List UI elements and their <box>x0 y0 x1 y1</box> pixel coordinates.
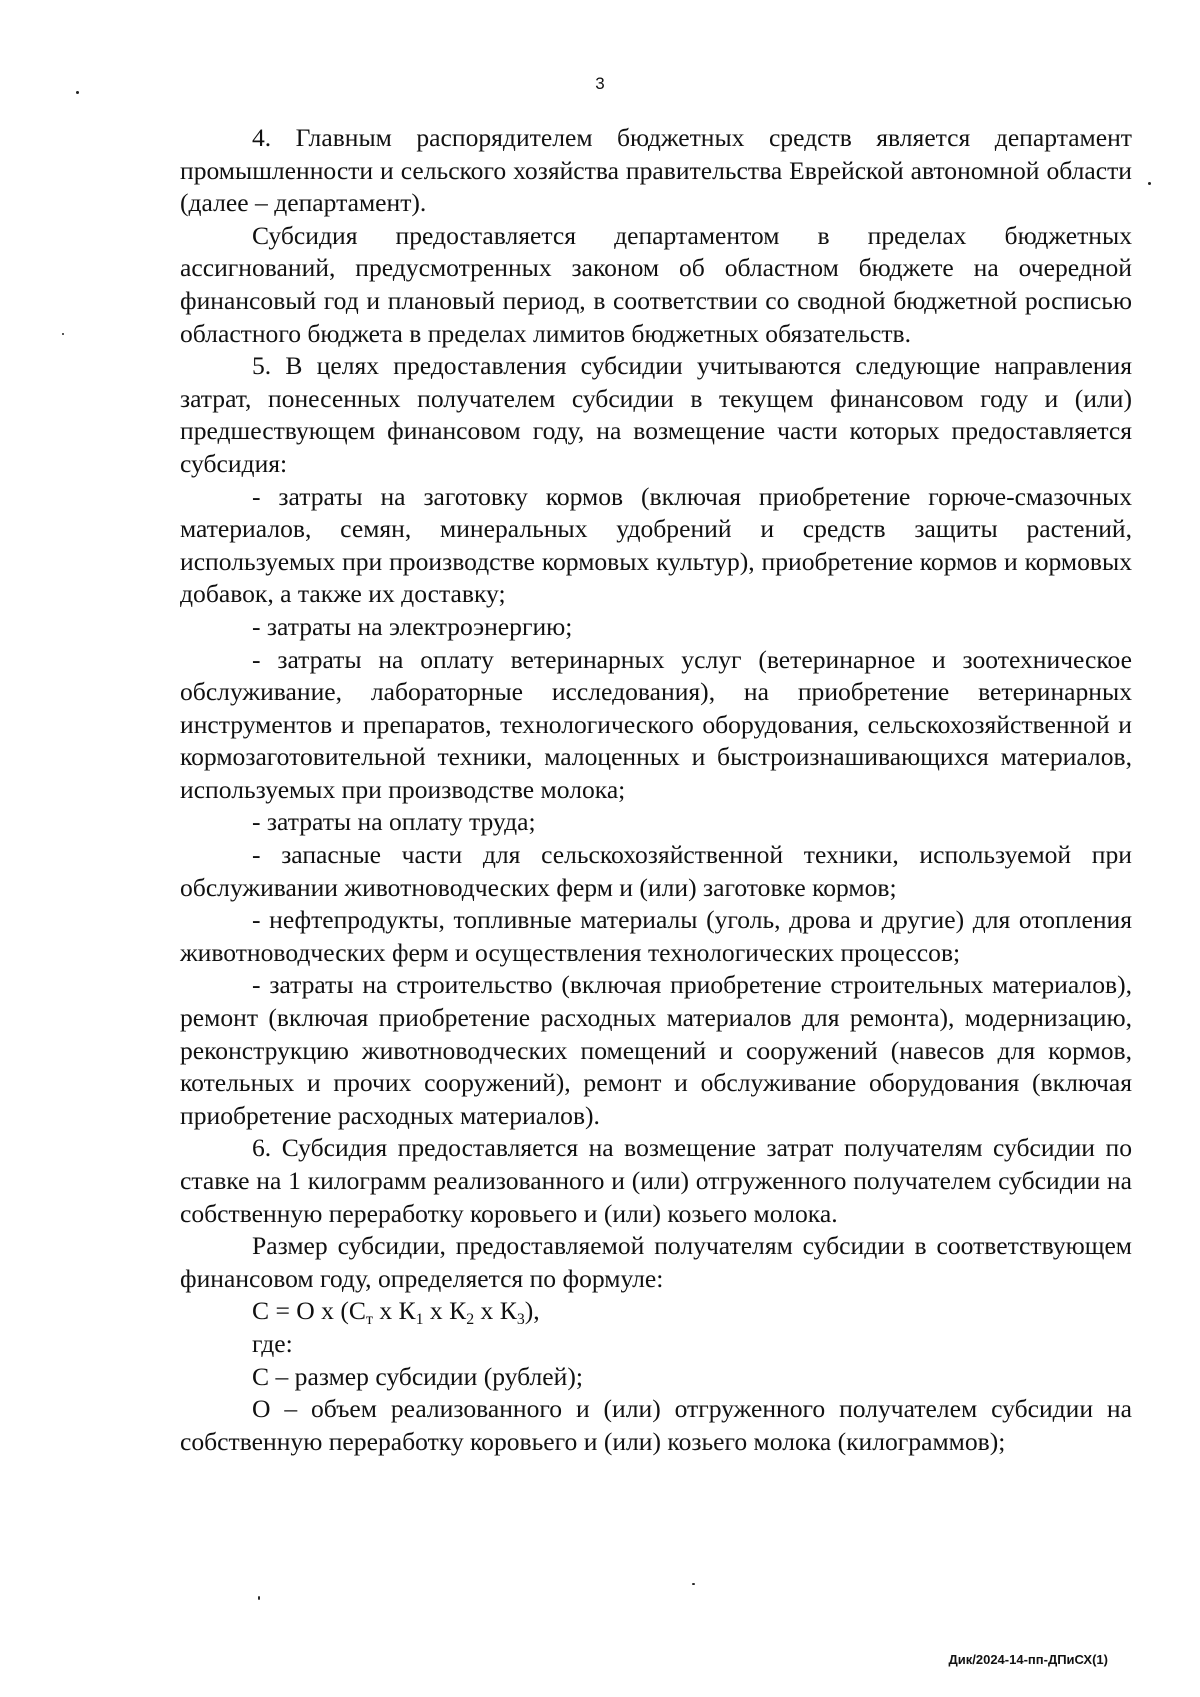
scan-speck <box>76 91 79 94</box>
subsidy-formula <box>180 1295 1132 1328</box>
scan-speck <box>62 333 64 335</box>
document-body <box>180 122 1132 1458</box>
list-item-construction: - затраты на строительство (включая приобретение строительных материалов), ремонт (включая приобретение расходных материалов для ремонта), модернизацию, реконструкцию животноводческих помещений и сооружений (навесов для кормов, котельных и прочих сооружений), ремонт и обслуживание оборудования (включая приобретение расходных материалов). <box>180 970 1132 1130</box>
formula-subscript: т <box>365 1311 373 1329</box>
list-item-feed-costs: - затраты на заготовку кормов (включая приобретение горюче-смазочных материалов, семян, минеральных удобрений и средств защиты растений, используемых при производстве кормовых культур), приобретение кормов и кормовых добавок, а также их доставку; <box>180 481 1132 609</box>
formula-part: х К <box>423 1296 467 1326</box>
list-item-veterinary: - затраты на оплату ветеринарных услуг (ветеринарное и зоотехническое обслуживание, лабораторные исследования), на приобретение ветеринарных инструментов и препаратов, технологического оборудования, сельскохозяйственной и кормозаготовительной техники, малоценных и быстроизнашивающихся материалов, используемых при производстве молока; <box>180 644 1132 804</box>
paragraph-4: 4. Главным распорядителем бюджетных средств является департамент промышленности и сельского хозяйства правительства Еврейской автономной области (далее – департамент). <box>180 123 1132 218</box>
paragraph-6: 6. Субсидия предоставляется на возмещение затрат получателям субсидии по ставке на 1 килограмм реализованного и (или) отгруженного получателем субсидии на собственную переработку коровьего и (или) козьего молока. <box>180 1133 1132 1228</box>
scan-speck <box>258 1596 260 1600</box>
list-item-spare-parts: - запасные части для сельскохозяйственной техники, используемой при обслуживании животноводческих ферм и (или) заготовке кормов; <box>180 840 1132 902</box>
formula-part: С = О х (С <box>252 1296 366 1326</box>
paragraph-5: 5. В целях предоставления субсидии учитываются следующие направления затрат, понесенных получателем субсидии в текущем финансовом году и (или) предшествующем финансовом году, на возмещение части которых предоставляется субсидия: <box>180 351 1132 478</box>
list-item-electricity: - затраты на электроэнергию; <box>252 611 573 641</box>
definition-c: С – размер субсидии (рублей); <box>252 1361 583 1391</box>
document-code: Дик/2024-14-пп-ДПиСХ(1) <box>948 1652 1108 1667</box>
formula-subscript: 2 <box>466 1311 475 1329</box>
formula-subscript: 3 <box>516 1311 525 1329</box>
paragraph-subsidy-size: Размер субсидии, предоставляемой получателям субсидии в соответствующем финансовом году, определяется по формуле: <box>180 1231 1132 1293</box>
formula-part: ), <box>524 1296 540 1326</box>
formula-part: х К <box>372 1296 416 1326</box>
page-number: 3 <box>595 74 605 93</box>
formula-part: х К <box>474 1296 517 1326</box>
formula-subscript: 1 <box>415 1311 424 1329</box>
list-item-fuel: - нефтепродукты, топливные материалы (уголь, дрова и другие) для отопления животноводческих ферм и осуществления технологических процессов; <box>180 905 1132 967</box>
list-item-labor: - затраты на оплату труда; <box>252 807 536 837</box>
scan-speck <box>1148 182 1151 185</box>
definition-where: где: <box>252 1328 293 1358</box>
definition-o: О – объем реализованного и (или) отгруженного получателем субсидии на собственную переработку коровьего и (или) козьего молока (килограммов); <box>180 1394 1132 1456</box>
scan-speck <box>692 1583 695 1585</box>
paragraph-subsidy-limits: Субсидия предоставляется департаментом в пределах бюджетных ассигнований, предусмотренных законом об областном бюджете на очередной финансовый год и плановый период, в соответствии со сводной бюджетной росписью областного бюджета в пределах лимитов бюджетных обязательств. <box>180 220 1132 348</box>
